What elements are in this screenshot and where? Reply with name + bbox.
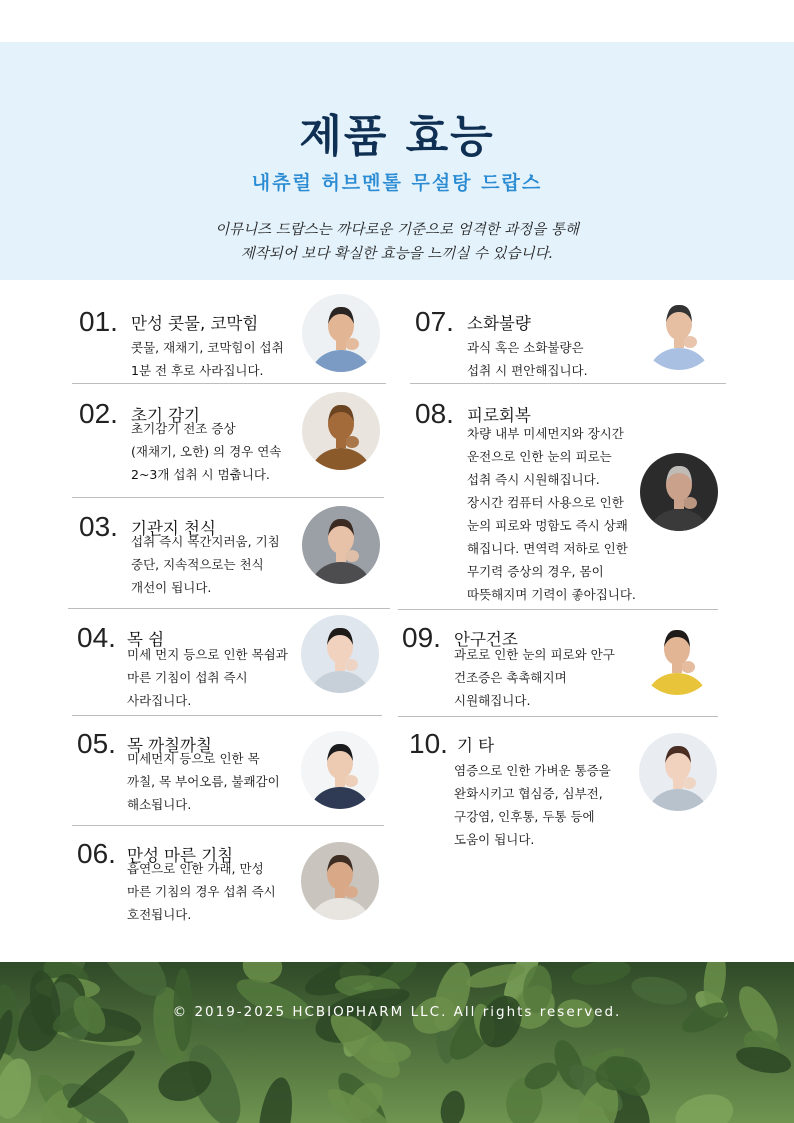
divider	[398, 716, 718, 717]
item-title: 목 쉼	[127, 630, 165, 649]
item-title: 소화불량	[467, 314, 531, 333]
item-description	[127, 643, 288, 712]
item-line: 콧물, 재채기, 코막힘이 섭취	[131, 340, 284, 355]
item-line: 과로로 인한 눈의 피로와 안구	[454, 647, 615, 662]
man-coughing-elbow-photo	[301, 842, 379, 920]
item-line: 운전으로 인한 눈의 피로는	[467, 449, 612, 464]
item-line: 무기력 증상의 경우, 몸이	[467, 564, 604, 579]
item-number: 09.	[402, 622, 441, 653]
product-subtitle: 내츄럴 허브멘톨 무설탕 드랍스	[251, 172, 543, 194]
item-line: 초기감기 전조 증상	[131, 421, 236, 436]
item-title: 만성 콧물, 코막힘	[131, 314, 259, 333]
divider	[410, 383, 726, 384]
person-holding-stomach-photo	[640, 292, 718, 370]
item-number: 02.	[79, 398, 118, 429]
item-description	[467, 336, 588, 382]
item-line: 호전됩니다.	[127, 907, 192, 922]
tea-leaves-background	[0, 962, 794, 1123]
item-title: 목 까칠까칠	[127, 736, 212, 755]
item-description	[131, 336, 284, 382]
item-description	[127, 857, 276, 926]
item-number: 01.	[79, 306, 118, 337]
item-number: 05.	[77, 728, 116, 759]
item-line: 미세 먼지 등으로 인한 목쉼과	[127, 647, 288, 662]
item-line: 중단, 지속적으로는 천식	[131, 557, 264, 572]
item-number: 10.	[409, 728, 448, 759]
person-blowing-nose-photo	[302, 294, 380, 372]
item-line: 따뜻해지며 기력이 좋아집니다.	[467, 587, 636, 602]
item-line: 완화시키고 협심증, 심부전,	[454, 786, 603, 801]
item-line: 해소됩니다.	[127, 797, 192, 812]
item-line: 흡연으로 인한 가래, 만성	[127, 861, 264, 876]
footer	[0, 962, 794, 1123]
item-line: 눈의 피로와 멍함도 즉시 상쾌	[467, 518, 628, 533]
item-number: 06.	[77, 838, 116, 869]
woman-sore-throat-photo	[301, 615, 379, 693]
divider	[72, 497, 384, 498]
item-line: 마른 기침이 섭취 즉시	[127, 670, 248, 685]
item-title: 기 타	[457, 736, 495, 755]
item-number: 07.	[415, 306, 454, 337]
intro-line: 제작되어 보다 확실한 효능을 느끼실 수 있습니다.	[240, 246, 554, 262]
item-line: 구강염, 인후통, 두통 등에	[454, 809, 595, 824]
item-line: 건조증은 촉촉해지며	[454, 670, 567, 685]
item-line: (재채기, 오한) 의 경우 연속	[131, 444, 282, 459]
woman-wearing-mask-photo	[639, 733, 717, 811]
item-title: 만성 마른 기침	[127, 846, 234, 865]
item-line: 개선이 됩니다.	[131, 580, 212, 595]
item-line: 섭취 시 편안해집니다.	[467, 363, 588, 378]
item-title: 피로회복	[467, 406, 531, 425]
man-coughing-mask-photo	[301, 731, 379, 809]
item-line: 미세먼지 등으로 인한 목	[127, 751, 260, 766]
item-line: 섭취 즉시 시원해집니다.	[467, 472, 600, 487]
divider	[398, 609, 718, 610]
item-number: 04.	[77, 622, 116, 653]
teddy-bear-sick-photo	[302, 392, 380, 470]
page-title: 제품 효능	[299, 111, 495, 162]
item-line: 도움이 됩니다.	[454, 832, 535, 847]
hero-banner	[0, 42, 794, 280]
divider	[72, 715, 382, 716]
item-line: 장시간 컴퓨터 사용으로 인한	[467, 495, 624, 510]
tired-old-man-photo	[640, 453, 718, 531]
item-line: 해집니다. 면역력 저하로 인한	[467, 541, 628, 556]
item-line: 2~3개 섭취 시 멈춥니다.	[131, 467, 270, 482]
item-title: 안구건조	[454, 630, 518, 649]
divider	[72, 383, 386, 384]
item-description	[131, 530, 280, 599]
item-line: 1분 전 후로 사라집니다.	[131, 363, 264, 378]
copyright-text: © 2019-2025 HCBIOPHARM LLC. All rights reserved.	[172, 1004, 622, 1020]
item-line: 사라집니다.	[127, 693, 192, 708]
intro-line: 이뮤니즈 드랍스는 까다로운 기준으로 엄격한 과정을 통해	[215, 222, 579, 238]
item-title: 기관지 천식	[131, 519, 216, 538]
item-line: 섭취 즉시 목간지러움, 기침	[131, 534, 280, 549]
item-number: 08.	[415, 398, 454, 429]
divider	[72, 825, 384, 826]
item-description	[454, 643, 615, 712]
item-title: 초기 감기	[131, 406, 201, 425]
man-rubbing-eyes-photo	[638, 617, 716, 695]
item-description	[127, 747, 280, 816]
item-line: 차량 내부 미세먼지와 장시간	[467, 426, 624, 441]
item-description	[467, 422, 636, 606]
divider	[68, 608, 390, 609]
item-line: 까칠, 목 부어오름, 불쾌감이	[127, 774, 280, 789]
item-number: 03.	[79, 511, 118, 542]
intro-description	[0, 218, 794, 266]
item-line: 시원해집니다.	[454, 693, 531, 708]
item-description	[131, 417, 281, 486]
item-line: 마른 기침의 경우 섭취 즉시	[127, 884, 276, 899]
woman-using-inhaler-photo	[302, 506, 380, 584]
item-line: 과식 혹은 소화불량은	[467, 340, 584, 355]
item-description	[454, 759, 611, 851]
item-line: 염증으로 인한 가벼운 통증을	[454, 763, 611, 778]
